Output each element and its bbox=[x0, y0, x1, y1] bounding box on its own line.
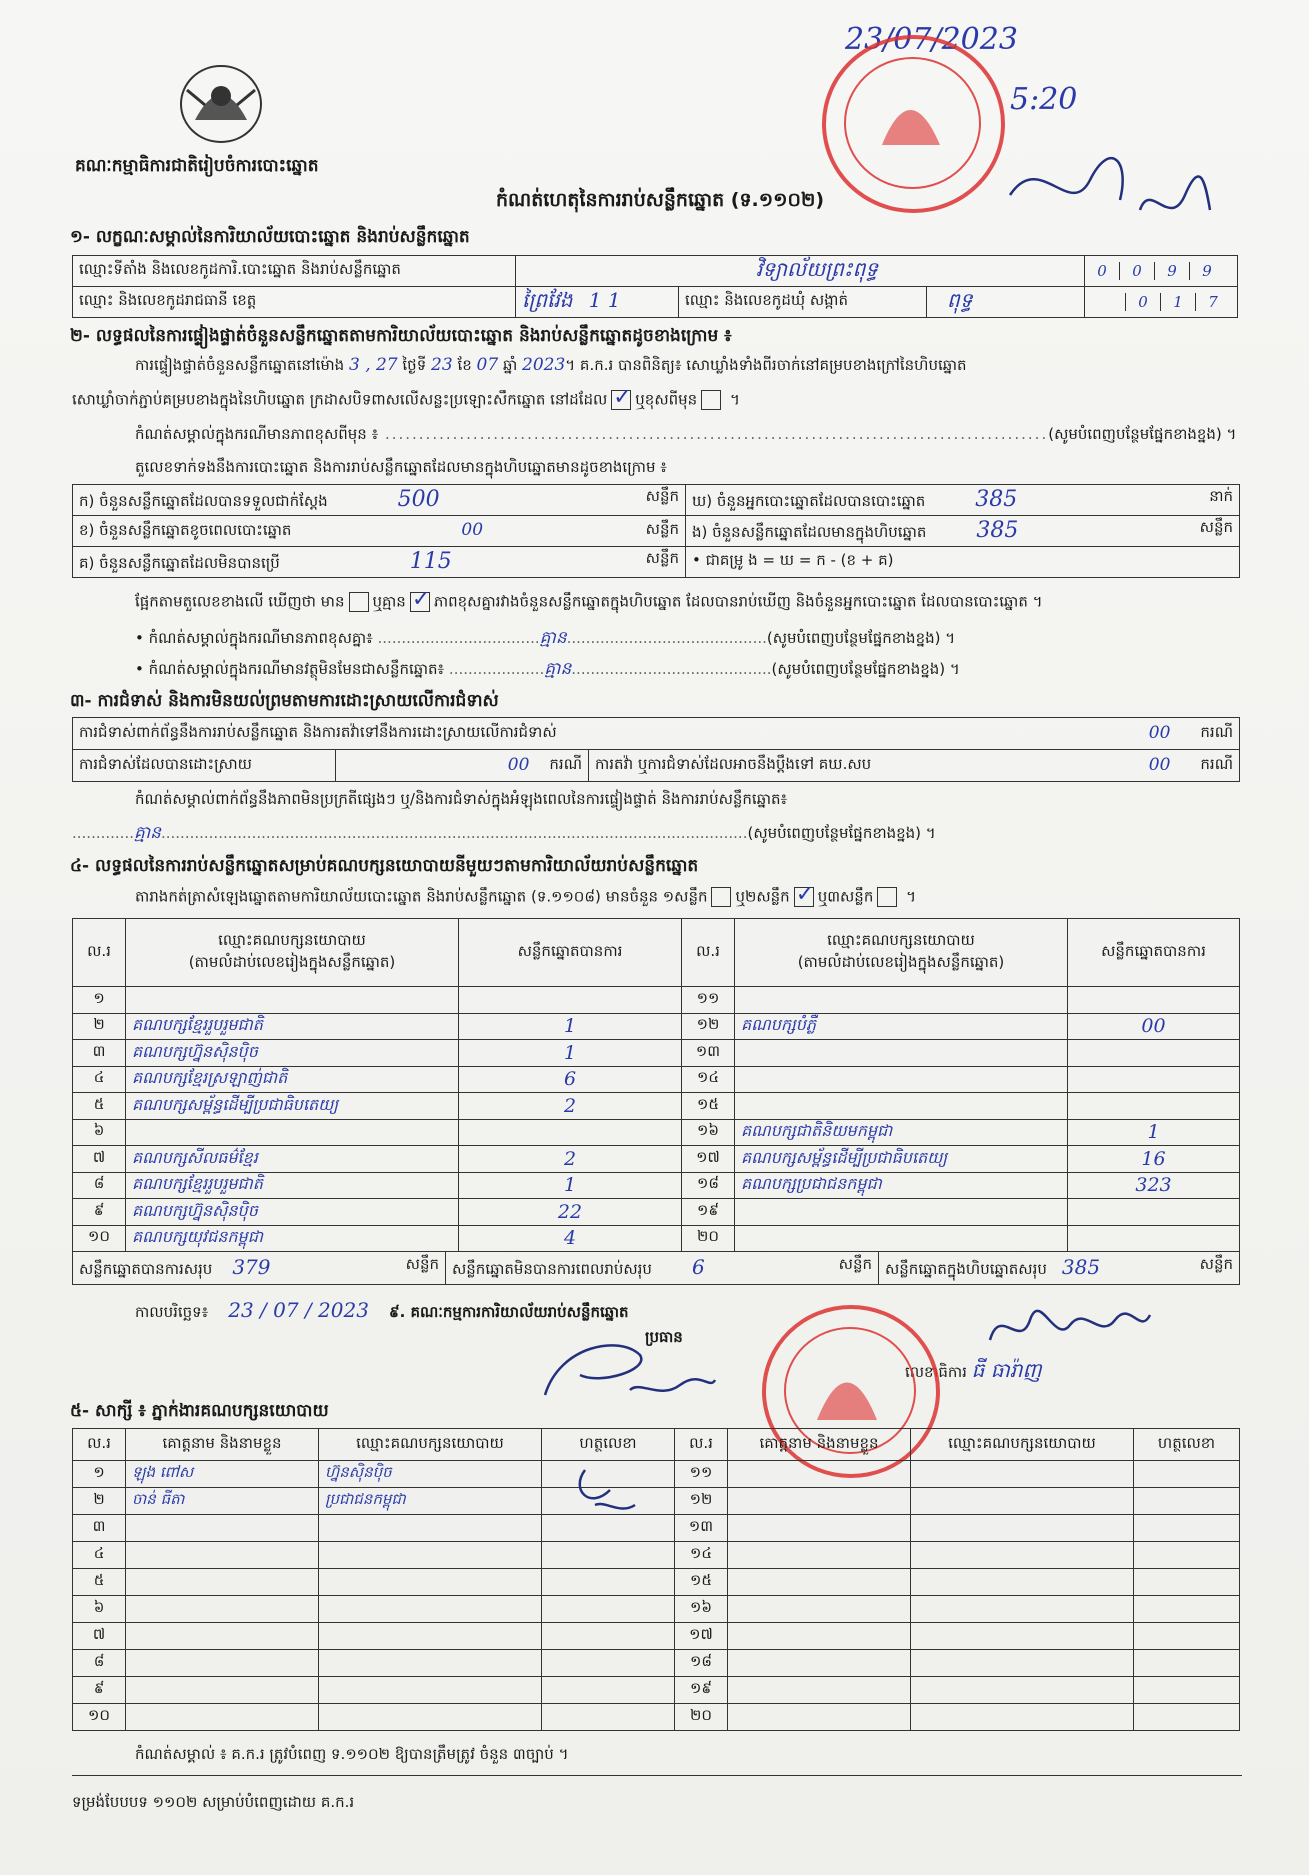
row-no: ១៩ bbox=[682, 1199, 735, 1226]
table-row bbox=[73, 1704, 1240, 1731]
row-no: ២០ bbox=[682, 1225, 735, 1252]
witness-party bbox=[911, 1596, 1134, 1623]
witness-party bbox=[911, 1461, 1134, 1488]
col-votes-right: សន្លឹកឆ្នោតបានការ bbox=[1068, 919, 1240, 987]
province-value: ព្រៃវែង 1 1 bbox=[516, 287, 679, 318]
row-kho: ឃ) ចំនួនអ្នកបោះឆ្នោតដែលបានបោះឆ្នោត 385 នាក់ bbox=[686, 485, 1240, 516]
row-no: ១៨ bbox=[682, 1172, 735, 1199]
w-col-name-left: គោត្តនាម និងនាមខ្លួន bbox=[126, 1429, 319, 1461]
party-name bbox=[735, 1066, 1068, 1093]
witness-party bbox=[319, 1650, 542, 1677]
location-code: 0 0 9 9 bbox=[1085, 256, 1238, 287]
col-votes-left: សន្លឹកឆ្នោតបានការ bbox=[459, 919, 682, 987]
table-row bbox=[73, 987, 1240, 1014]
witness-signature-cell bbox=[1134, 1677, 1240, 1704]
province-label: ឈ្មោះ និងលេខកូដរាជធានី ខេត្ត bbox=[73, 287, 516, 318]
table-row bbox=[73, 1093, 1240, 1120]
row-ka: ក) ចំនួនសន្លឹកឆ្នោតដែលបានទទួលជាក់ស្តែង 500 សន្លឹក bbox=[73, 485, 686, 516]
party-votes bbox=[1068, 1093, 1240, 1120]
no-difference-checkbox[interactable] bbox=[410, 592, 430, 612]
section2-title: ២- លទ្ធផលនៃការផ្ទៀងផ្ទាត់ចំនួនសន្លឹកឆ្នោតតាមការិយាល័យបោះឆ្នោត និងរាប់សន្លឹកឆ្នោតដូចខាងក្រោម ៖ bbox=[70, 326, 732, 346]
witness-name bbox=[126, 1623, 319, 1650]
party-votes: 6 bbox=[459, 1066, 682, 1093]
row-no: ១៥ bbox=[682, 1093, 735, 1120]
box-total: សន្លឹកឆ្នោតក្នុងហិបឆ្នោតសរុប 385 សន្លឹក bbox=[879, 1252, 1240, 1285]
w-col-sign-left: ហត្ថលេខា bbox=[542, 1429, 675, 1461]
row-no: ៩ bbox=[73, 1199, 126, 1226]
figures-table bbox=[72, 484, 1240, 578]
difference-note: កំណត់សម្គាល់ក្នុងករណីមានភាពខុសពីមុន ៖ ..................................................................................................(សូមបំពេញបន្ថែមផ្នែកខាងខ្នង) ។ bbox=[135, 425, 1237, 443]
witness-name: ចាន់ ធីតា bbox=[126, 1488, 319, 1515]
witness-party bbox=[319, 1677, 542, 1704]
secretary: លេខាធិការ ធី ធារ៉ាញ bbox=[905, 1358, 1042, 1382]
row-no: ៥ bbox=[73, 1569, 126, 1596]
same-checkbox[interactable] bbox=[611, 390, 631, 410]
section4-title: ៤- លទ្ធផលនៃការរាប់សន្លឹកឆ្នោតសម្រាប់គណបក្សនយោបាយនីមួយៗតាមការិយាល័យរាប់សន្លឹកឆ្នោត bbox=[70, 856, 699, 876]
row-no: ១៩ bbox=[675, 1677, 728, 1704]
witness-signature-cell bbox=[1134, 1623, 1240, 1650]
w-col-no-right: ល.រ bbox=[675, 1429, 728, 1461]
row-no: ១៧ bbox=[675, 1623, 728, 1650]
row-no: ៩ bbox=[73, 1677, 126, 1704]
witness-signature-cell bbox=[542, 1704, 675, 1731]
witness-name bbox=[126, 1542, 319, 1569]
section3-title: ៣- ការជំទាស់ និងការមិនយល់ព្រមតាមការដោះស្រាយលើការជំទាស់ bbox=[70, 691, 499, 711]
location-value: វិទ្យាល័យព្រះពុទ្ធ bbox=[516, 256, 1085, 287]
party-name: គណបក្សហ្វ៊ុនស៊ិនប៉ិច bbox=[126, 1199, 459, 1226]
w-col-no-left: ល.រ bbox=[73, 1429, 126, 1461]
row-no: ១៦ bbox=[675, 1596, 728, 1623]
party-votes: 4 bbox=[459, 1225, 682, 1252]
row-no: ៤ bbox=[73, 1542, 126, 1569]
row-no: ២ bbox=[73, 1488, 126, 1515]
party-votes: 1 bbox=[459, 1040, 682, 1067]
witness-party bbox=[911, 1704, 1134, 1731]
witness-party: ប្រជាជនកម្ពុជា bbox=[319, 1488, 542, 1515]
row-no: ៨ bbox=[73, 1650, 126, 1677]
party-votes bbox=[1068, 1199, 1240, 1226]
official-stamp-top bbox=[822, 35, 1005, 213]
row-no: ១ bbox=[73, 987, 126, 1014]
formula: • ជាគម្រូ ង = ឃ = ក - (ខ + គ) bbox=[686, 547, 1240, 578]
table-row bbox=[73, 1515, 1240, 1542]
party-votes bbox=[459, 1119, 682, 1146]
col-no-right: ល.រ bbox=[682, 919, 735, 987]
party-name: គណបក្សខ្មែររួបរួមជាតិ bbox=[126, 1172, 459, 1199]
witness-signature-cell bbox=[1134, 1650, 1240, 1677]
commune-value: ពុទ្ធ bbox=[927, 287, 1085, 318]
row-ko: គ) ចំនួនសន្លឹកឆ្នោតដែលមិនបានប្រើ 115 សន្លឹក bbox=[73, 547, 686, 578]
col-party-right: ឈ្មោះគណបក្សនយោបាយ (តាមលំដាប់លេខរៀងក្នុងសន្លឹកឆ្នោត) bbox=[735, 919, 1068, 987]
form-title: កំណត់ហេតុនៃការរាប់សន្លឹកឆ្នោត (ទ.១១០២) bbox=[495, 189, 825, 211]
totals-table bbox=[72, 1251, 1240, 1285]
tally-sheet-count: តារាងកត់ត្រាសំឡេងឆ្នោតតាមការិយាល័យបោះឆ្នោត និងរាប់សន្លឹកឆ្នោត (ទ.១១០៨) មានចំនួន ១សន្លឹក ឬ២សន្លឹក✓ ឬ៣សន្លឹក ។ bbox=[135, 887, 1245, 910]
row-no: ១២ bbox=[675, 1488, 728, 1515]
w-col-party-right: ឈ្មោះគណបក្សនយោបាយ bbox=[911, 1429, 1134, 1461]
witness-name bbox=[126, 1515, 319, 1542]
party-votes: 1 bbox=[459, 1013, 682, 1040]
party-votes bbox=[1068, 1066, 1240, 1093]
row-no: ២ bbox=[73, 1013, 126, 1040]
row-no: ១០ bbox=[73, 1704, 126, 1731]
committee-name: គណៈកម្មាធិការជាតិរៀបចំការបោះឆ្នោត bbox=[75, 156, 319, 176]
w-col-party-left: ឈ្មោះគណបក្សនយោបាយ bbox=[319, 1429, 542, 1461]
row-no: ១១ bbox=[675, 1461, 728, 1488]
party-name bbox=[735, 1093, 1068, 1120]
party-votes: 323 bbox=[1068, 1172, 1240, 1199]
witness-party bbox=[319, 1623, 542, 1650]
witness-name bbox=[728, 1461, 911, 1488]
witness-signature-cell bbox=[1134, 1542, 1240, 1569]
row-no: ៣ bbox=[73, 1515, 126, 1542]
witness-name bbox=[728, 1677, 911, 1704]
party-name: គណបក្សខ្មែរស្រឡាញ់ជាតិ bbox=[126, 1066, 459, 1093]
verification-line-2: សោឃ្លាំចាក់ភ្ជាប់គម្របខាងក្នុងនៃហិបឆ្នោត ក្រដាសបិទពាសលើសន្លះប្រឡោះសឹកឆ្នោត នៅដដែល✓ ឬខុសពីមុន ។ bbox=[72, 390, 1242, 413]
party-name bbox=[126, 1119, 459, 1146]
row-no: ១ bbox=[73, 1461, 126, 1488]
witness-party bbox=[911, 1677, 1134, 1704]
witness-party bbox=[319, 1542, 542, 1569]
party-votes bbox=[1068, 1040, 1240, 1067]
party-votes: 1 bbox=[1068, 1119, 1240, 1146]
date-line: កាលបរិច្ឆេទ៖ 23 / 07 / 2023 ៩. គណៈកម្មការការិយាល័យរាប់សន្លឹកឆ្នោត bbox=[135, 1298, 629, 1322]
party-votes: 00 bbox=[1068, 1013, 1240, 1040]
party-votes: 1 bbox=[459, 1172, 682, 1199]
row-no: ៥ bbox=[73, 1093, 126, 1120]
witness-table bbox=[72, 1428, 1240, 1731]
row-no: ៦ bbox=[73, 1119, 126, 1146]
witness-party: ហ្វ៊ុនស៊ិនប៉ិច bbox=[319, 1461, 542, 1488]
table-row bbox=[73, 1066, 1240, 1093]
row-no: ១៣ bbox=[675, 1515, 728, 1542]
section5-title: ៥- សាក្សី ៖ ភ្នាក់ងារគណបក្សនយោបាយ bbox=[70, 1401, 329, 1421]
witness-signature-cell bbox=[542, 1623, 675, 1650]
irregularity-note: កំណត់សម្គាល់ពាក់ព័ន្ធនឹងភាពមិនប្រក្រតីផ្សេងៗ ឬ/និងការជំទាស់ក្នុងអំឡុងពេលនៃការផ្ទៀងផ្ទាត់ និងការរាប់សន្លឹកឆ្នោត៖ bbox=[135, 790, 788, 808]
witness-party bbox=[319, 1596, 542, 1623]
w-col-sign-right: ហត្ថលេខា bbox=[1134, 1429, 1240, 1461]
witness-signature-cell bbox=[1134, 1488, 1240, 1515]
row-no: ១១ bbox=[682, 987, 735, 1014]
witness-party bbox=[911, 1515, 1134, 1542]
witness-party bbox=[911, 1569, 1134, 1596]
col-no-left: ល.រ bbox=[73, 919, 126, 987]
party-results-table bbox=[72, 918, 1240, 1252]
section1-table bbox=[72, 255, 1238, 318]
resolved-label: ការជំទាស់ដែលបានដោះស្រាយ bbox=[73, 750, 336, 782]
row-no: ៧ bbox=[73, 1146, 126, 1173]
row-no: ៨ bbox=[73, 1172, 126, 1199]
row-ng: ង) ចំនួនសន្លឹកឆ្នោតដែលមានក្នុងហិបឆ្នោត 385 សន្លឹក bbox=[686, 516, 1240, 547]
table-row bbox=[73, 1677, 1240, 1704]
footnote: កំណត់សម្គាល់ ៖ គ.ក.រ ត្រូវបំពេញ ទ.១១០២ ឱ្យបានត្រឹមត្រូវ ចំនួន ៣ច្បាប់ ។ bbox=[135, 1745, 569, 1763]
row-no: ១៧ bbox=[682, 1146, 735, 1173]
has-difference-checkbox[interactable] bbox=[349, 592, 369, 612]
verification-line-1: ការផ្ទៀងផ្ទាត់ចំនួនសន្លឹកឆ្នោតនៅម៉ោង 3 , 27 ថ្ងៃទី 23 ខែ 07 ឆ្នាំ 2023។ គ.ក.រ បានពិនិត្យ៖ សោឃ្លាំងទាំងពីរចាក់នៅគម្របខាងក្រៅនៃហិបឆ្នោត bbox=[135, 355, 967, 375]
party-votes bbox=[1068, 987, 1240, 1014]
row-no: ១០ bbox=[73, 1225, 126, 1252]
figures-intro: តួលេខទាក់ទងនឹងការបោះឆ្នោត និងការរាប់សន្លឹកឆ្នោតដែលមានក្នុងហិបឆ្នោតមានដូចខាងក្រោម ៖ bbox=[135, 458, 667, 476]
row-no: ១២ bbox=[682, 1013, 735, 1040]
valid-total: សន្លឹកឆ្នោតបានការសរុប 379 សន្លឹក bbox=[73, 1252, 446, 1285]
party-votes: 16 bbox=[1068, 1146, 1240, 1173]
witness-signature-cell bbox=[1134, 1461, 1240, 1488]
party-votes: 2 bbox=[459, 1093, 682, 1120]
witness-party bbox=[911, 1488, 1134, 1515]
table-row bbox=[73, 1040, 1240, 1067]
irregularity-note-value: .............គ្មាន...........................................................................................................................(សូមបំពេញបន្ថែមផ្នែកខាងខ្នង) ។ bbox=[72, 823, 936, 843]
party-name bbox=[735, 1225, 1068, 1252]
col-party-left: ឈ្មោះគណបក្សនយោបាយ (តាមលំដាប់លេខរៀងក្នុងសន្លឹកឆ្នោត) bbox=[126, 919, 459, 987]
table-row bbox=[73, 1199, 1240, 1226]
witness-signature-cell bbox=[542, 1677, 675, 1704]
witness-name bbox=[728, 1569, 911, 1596]
witness-name bbox=[126, 1704, 319, 1731]
witness-name bbox=[728, 1650, 911, 1677]
table-row bbox=[73, 1013, 1240, 1040]
party-name: គណបក្សជាតិនិយមកម្ពុជា bbox=[735, 1119, 1068, 1146]
witness-name bbox=[728, 1704, 911, 1731]
objection-table bbox=[72, 717, 1240, 782]
table-row bbox=[73, 1650, 1240, 1677]
table-row bbox=[73, 1569, 1240, 1596]
table-row bbox=[73, 1596, 1240, 1623]
witness-party bbox=[319, 1515, 542, 1542]
chair-label: ប្រធាន bbox=[645, 1328, 683, 1346]
witness-signature-cell bbox=[542, 1650, 675, 1677]
table-row bbox=[73, 1461, 1240, 1488]
commune-label: ឈ្មោះ និងលេខកូដឃុំ សង្កាត់ bbox=[679, 287, 927, 318]
witness-name bbox=[728, 1488, 911, 1515]
witness-signature-cell bbox=[1134, 1569, 1240, 1596]
one-sheet-checkbox[interactable] bbox=[711, 887, 731, 907]
party-name bbox=[735, 1040, 1068, 1067]
witness-signature-cell bbox=[542, 1542, 675, 1569]
witness-name: ឡុង ពៅស bbox=[126, 1461, 319, 1488]
row-no: ៤ bbox=[73, 1066, 126, 1093]
party-name: គណបក្សសម្ព័ន្ធដើម្បីប្រជាធិបតេយ្យ bbox=[735, 1146, 1068, 1173]
signature-top bbox=[1000, 140, 1220, 240]
witness-name bbox=[728, 1542, 911, 1569]
resolved-value: ករណី 00 bbox=[336, 750, 589, 782]
row-no: ១៣ bbox=[682, 1040, 735, 1067]
row-no: ៣ bbox=[73, 1040, 126, 1067]
table-row bbox=[73, 1623, 1240, 1650]
party-name: គណបក្សហ្វ៊ុនស៊ិនប៉ិច bbox=[126, 1040, 459, 1067]
party-name bbox=[735, 987, 1068, 1014]
different-checkbox[interactable] bbox=[701, 390, 721, 410]
witness-name bbox=[728, 1623, 911, 1650]
note-difference: • កំណត់សម្គាល់ក្នុងករណីមានភាពខុសគ្នា៖ ..................................គ្មាន..........................................(សូមបំពេញបន្ថែមផ្នែកខាងខ្នង) ។ bbox=[135, 628, 956, 648]
table-row bbox=[73, 1119, 1240, 1146]
table-row bbox=[73, 1225, 1240, 1252]
witness-party bbox=[911, 1542, 1134, 1569]
witness-name bbox=[126, 1596, 319, 1623]
witness-signature-cell bbox=[1134, 1704, 1240, 1731]
chair-signature bbox=[540, 1325, 720, 1410]
party-name: គណបក្សបំភ្លឺ bbox=[735, 1013, 1068, 1040]
witness-name bbox=[126, 1650, 319, 1677]
row-no: ១៦ bbox=[682, 1119, 735, 1146]
row-no: ១៤ bbox=[682, 1066, 735, 1093]
table-row bbox=[73, 1488, 1240, 1515]
table-row bbox=[73, 1542, 1240, 1569]
note-foreign-object: • កំណត់សម្គាល់ក្នុងករណីមានវត្ថុមិនមែនជាសន្លឹកឆ្នោត៖ ....................គ្មាន..........................................(សូមបំពេញបន្ថែមផ្នែកខាងខ្នង) ។ bbox=[135, 659, 960, 679]
witness-name bbox=[126, 1677, 319, 1704]
row-no: ១៥ bbox=[675, 1569, 728, 1596]
table-row bbox=[73, 1172, 1240, 1199]
party-name bbox=[735, 1199, 1068, 1226]
two-sheet-checkbox[interactable] bbox=[794, 887, 814, 907]
witness-party bbox=[319, 1704, 542, 1731]
witness-party bbox=[911, 1623, 1134, 1650]
invalid-total: សន្លឹកឆ្នោតមិនបានការពេលរាប់សរុប 6 សន្លឹក bbox=[446, 1252, 879, 1285]
commune-code: 0 1 7 bbox=[1085, 287, 1238, 318]
row-no: ៧ bbox=[73, 1623, 126, 1650]
witness-signature bbox=[565, 1460, 645, 1520]
row-no: ១៨ bbox=[675, 1650, 728, 1677]
timestamp-date: 23/07/2023 bbox=[845, 22, 1018, 57]
witness-party bbox=[911, 1650, 1134, 1677]
w-col-name-right: គោត្តនាម និងនាមខ្លួន bbox=[728, 1429, 911, 1461]
party-votes bbox=[459, 987, 682, 1014]
location-label: ឈ្មោះទីតាំង និងលេខកូដការិ.បោះឆ្នោត និងរាប់សន្លឹកឆ្នោត bbox=[73, 256, 516, 287]
table-row bbox=[73, 1146, 1240, 1173]
party-votes bbox=[1068, 1225, 1240, 1252]
party-name: គណបក្សខ្មែររួបរួមជាតិ bbox=[126, 1013, 459, 1040]
witness-party bbox=[319, 1569, 542, 1596]
party-votes: 2 bbox=[459, 1146, 682, 1173]
three-sheet-checkbox[interactable] bbox=[877, 887, 897, 907]
row-kha: ខ) ចំនួនសន្លឹកឆ្នោតខូចពេលបោះឆ្នោត 00 សន្លឹក bbox=[73, 516, 686, 547]
row-no: ២០ bbox=[675, 1704, 728, 1731]
row-no: ៦ bbox=[73, 1596, 126, 1623]
timestamp-time: 5:20 bbox=[1010, 82, 1078, 117]
form-code: ទម្រង់បែបបទ ១១០២ សម្រាប់បំពេញដោយ គ.ក.រ bbox=[72, 1793, 355, 1811]
witness-signature-cell bbox=[1134, 1515, 1240, 1542]
party-name: គណបក្សប្រជាជនកម្ពុជា bbox=[735, 1172, 1068, 1199]
witness-signature-cell bbox=[1134, 1596, 1240, 1623]
row-no: ១៤ bbox=[675, 1542, 728, 1569]
party-name: គណបក្សយុវជនកម្ពុជា bbox=[126, 1225, 459, 1252]
witness-name bbox=[126, 1569, 319, 1596]
party-name: គណបក្សសីលធម៌ខ្មែរ bbox=[126, 1146, 459, 1173]
section1-title: ១- លក្ខណៈសម្គាល់នៃការិយាល័យបោះឆ្នោត និងរាប់សន្លឹកឆ្នោត bbox=[70, 227, 470, 247]
party-name bbox=[126, 987, 459, 1014]
witness-name bbox=[728, 1515, 911, 1542]
witness-signature-cell bbox=[542, 1596, 675, 1623]
difference-check-line: ផ្អែកតាមតួលេខខាងលើ ឃើញថា មាន ឬគ្មាន✓ ភាពខុសគ្នារវាងចំនួនសន្លឹកឆ្នោតក្នុងហិបឆ្នោត ដែលបានរាប់ឃើញ និងចំនួនអ្នកបោះឆ្នោត ដែលបានបោះឆ្នោត ។ bbox=[135, 592, 1245, 615]
secretary-signature bbox=[985, 1300, 1155, 1360]
party-name: គណបក្សសម្ព័ន្ធដើម្បីប្រជាធិបតេយ្យ bbox=[126, 1093, 459, 1120]
party-votes: 22 bbox=[459, 1199, 682, 1226]
nec-logo-icon bbox=[175, 60, 267, 148]
witness-signature-cell bbox=[542, 1569, 675, 1596]
objection-row-1: ការជំទាស់ពាក់ព័ន្ធនឹងការរាប់សន្លឹកឆ្នោត និងការតវ៉ាទៅនឹងការដោះស្រាយលើការជំទាស់ ករណី 00 bbox=[73, 718, 1240, 750]
witness-name bbox=[728, 1596, 911, 1623]
appeal-row: ការតវ៉ា ឬការជំទាស់ដែលអាចនឹងប្ដឹងទៅ គឃ.សប ករណី 00 bbox=[589, 750, 1240, 782]
